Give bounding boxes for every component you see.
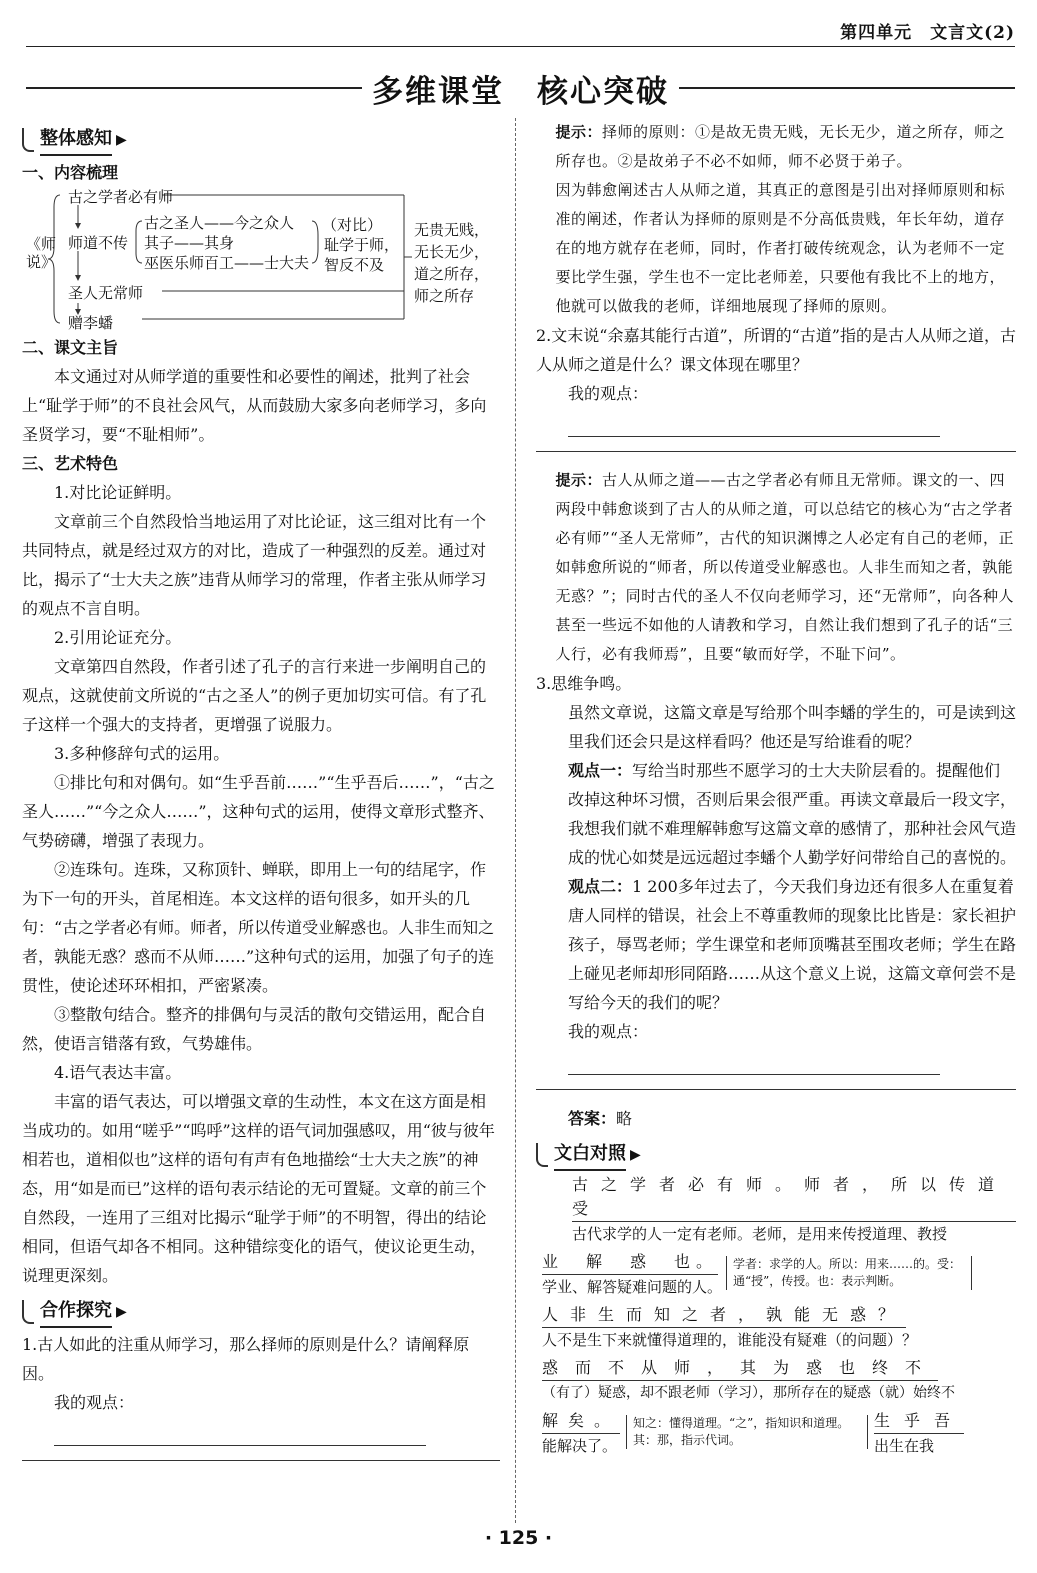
hint-text: 择师的原则：①是故无贵无贱，无长无少，道之所存，师之所存也。②是故弟子不必不如师，师不必贤于弟子。 (555, 123, 1006, 170)
translation-text: 古代求学的人一定有老师。老师，是用来传授道理、教授 (572, 1225, 948, 1243)
art-text-3: ①排比句和对偶句。如“生乎吾前……”“生乎吾后……”，“古之圣人……”“今之众人……”，这种句式的运用，使得文章形式整齐、气势磅礴，增强了表现力。 (22, 773, 495, 850)
section-heading: 整体感知 (40, 124, 112, 156)
translation-text: 出生在我 (874, 1437, 935, 1455)
question-3-text: 虽然文章说，这篇文章是写给那个叫李蟠的学生的，可是读到这里我们还会只是这样看吗？他还是写给谁看的呢？ (568, 703, 1017, 751)
compare-pair-1 (542, 1173, 1016, 1245)
triangle-right-icon: ▶ (630, 1146, 641, 1163)
my-view-label: 我的观点： (568, 384, 649, 403)
answer-text: 略 (616, 1109, 633, 1128)
original-text: 解矣。 (542, 1409, 620, 1434)
answer-blank[interactable] (568, 416, 940, 437)
hint-1-explain: 因为韩愈阐述古人从师之道，其真正的意图是引出对择师原则和标准的阐述，作者认为择师的原则是不分高低贵贱，年长年幼，道存在的地方就存在老师，同时，作者打破传统观念，认为老师不一定要比学生强，学生也不一定比老师差，只要他有我比不上的地方，他就可以做我的老师，详细地展现了择师的原则。 (555, 181, 1006, 315)
original-text: 古之学者必有师。师者，所以传道受 (572, 1173, 1016, 1222)
art-heading-2: 2.引用论证充分。 (54, 628, 182, 647)
my-view-label: 我的观点： (568, 1022, 649, 1041)
section-overall (22, 124, 500, 156)
hint-label: 提示： (555, 471, 603, 489)
unit-label: 第四单元 文言文(2) (840, 23, 1015, 43)
view-label: 观点一： (568, 761, 633, 780)
my-view-row (536, 1017, 1016, 1075)
title-rule-left (26, 87, 362, 89)
theme-text: 本文通过对从师学道的重要性和必要性的阐述，批判了社会上“耻学于师”的不良社会风气，从而鼓励大家多向老师学习，多向圣贤学习，要“不耻相师”。 (22, 367, 487, 444)
triangle-right-icon: ▶ (116, 131, 127, 148)
content-title: 一、内容梳理 (22, 163, 119, 182)
diagram-contrast-2: 其子——其身 (144, 234, 235, 252)
my-view-label: 我的观点： (54, 1393, 135, 1412)
diagram-root: 《师说》 (26, 235, 57, 271)
hint-text: 古人从师之道——古之学者必有师且无常师。课文的一、四两段中韩愈谈到了古人的从师之道，可以总结它的核心为“古之学者必有师”“圣人无常师”，古代的知识渊博之人必定有自己的老师，正如韩愈所说的“师者，所以传道受业解惑也。人非生而知之者，孰能无惑？”；同时古代的圣人不仅向老师学习，还“无常师”，向各种人甚至一些远不如他的人请教和学习，自然让我们想到了孔子的话“三人行，必有我师焉”，且要“敏而好学，不耻下问”。 (555, 471, 1015, 663)
diagram-result: 耻学于师，智反不及 (324, 236, 400, 274)
hook-icon (22, 128, 34, 152)
theme-title: 二、课文主旨 (22, 338, 119, 357)
header-rule (26, 46, 1015, 47)
my-view-row (536, 379, 1016, 437)
art-text-2: 文章第四自然段，作者引述了孔子的言行来进一步阐明自己的观点，这就使前文所说的“古之圣人”的例子更加切实可信。有了孔子这样一个强大的支持者，更增强了说服力。 (22, 657, 487, 734)
art-text-5: ③整散句结合。整齐的排偶句与灵活的散句交错运用，配合自然，使语言错落有致，气势雄伟。 (22, 1005, 487, 1053)
compare-pair-4 (542, 1353, 1016, 1404)
main-title: 多维课堂 核心突破 (372, 73, 669, 110)
compare-pair-3 (542, 1300, 1016, 1351)
question-3: 3.思维争鸣。 (536, 674, 632, 693)
diagram-node-3: 圣人无常师 (68, 284, 144, 302)
answer-rule (536, 1089, 1016, 1090)
answer-label: 答案： (568, 1109, 617, 1128)
view-1 (536, 756, 1016, 872)
answer-blank[interactable] (568, 1054, 940, 1075)
section-cooperate (22, 1296, 500, 1328)
view-label: 观点二： (568, 877, 633, 896)
question-2: 2.文末说“余嘉其能行古道”，所谓的“古道”指的是古人从师之道，古人从师之道是什么？课文体现在哪里？ (536, 326, 1016, 374)
answer-rule (22, 1460, 500, 1461)
original-text: 业 解 惑 也。 (542, 1250, 718, 1275)
diagram-contrast-3: 巫医乐师百工——士大夫 (144, 254, 310, 272)
page-header (0, 0, 1037, 50)
diagram-contrast-1: 古之圣人——今之众人 (144, 214, 295, 232)
view-text: 1 200多年过去了，今天我们身边还有很多人在重复着唐人同样的错误，社会上不尊重教师的现象比比皆是：家长袒护孩子，辱骂老师；学生课堂和老师顶嘴甚至围攻老师；学生在路上碰见老师却形同陌路……从这个意义上说，这篇文章何尝不是写给今天的我们的呢？ (568, 877, 1017, 1012)
view-2 (536, 872, 1016, 1017)
art-text-6: 丰富的语气表达，可以增强文章的生动性，本文在这方面是相当成功的。如用“嗟乎”“呜呼”这样的语气词加强感叹，用“彼与彼年相若也，道相似也”这样的语句有声有色地描绘“士大夫之族”的神态，用“如是而已”这样的语句表示结论的无可置疑。文章的前三个自然段，一连用了三组对比揭示“耻学于师”的不明智，得出的结论相同，但语气却各不相同。这种错综变化的语气，使议论更生动，说理更深刻。 (22, 1092, 495, 1285)
hook-icon (536, 1143, 548, 1167)
answer-row (536, 1104, 1016, 1133)
art-text-1: 文章前三个自然段恰当地运用了对比论证，这三组对比有一个共同特点，就是经过双方的对比，造成了一种强烈的反差。通过对比，揭示了“士大夫之族”违背从师学习的常理，作者主张从师学习的观点不言自明。 (22, 512, 487, 618)
annotation-note: 学者：求学的人。所以：用来……的。受：通“授”，传授。也：表示判断。 (726, 1256, 972, 1290)
original-text: 惑而不从师，其为惑也终不 (542, 1356, 938, 1381)
right-column (536, 118, 1016, 1457)
translation-text: 人不是生下来就懂得道理的，谁能没有疑难（的问题）？ (542, 1331, 918, 1349)
view-text: 写给当时那些不愿学习的士大夫阶层看的。提醒他们改掉这种坏习惯，否则后果会很严重。再读文章最后一段文字，我想我们就不难理解韩愈写这篇文章的感情了，那种社会风气造成的忧心如焚是远远超过李蟠个人勤学好问带给自己的喜悦的。 (568, 761, 1017, 867)
translation-text: 能解决了。 (542, 1437, 618, 1455)
section-heading: 文白对照 (554, 1139, 626, 1171)
original-text: 生乎吾 (874, 1409, 964, 1434)
left-column (22, 118, 500, 1475)
title-rule-right (679, 87, 1015, 89)
content-diagram (22, 187, 500, 333)
art-heading-4: 4.语气表达丰富。 (54, 1063, 182, 1082)
diagram-contrast-label: （对比） (322, 216, 383, 234)
annotation-note: 知之：懂得道理。“之”，指知识和道理。其：那，指示代词。 (626, 1415, 868, 1449)
section-compare (536, 1139, 1016, 1171)
translation-text: 学业、解答疑难问题的人。 (542, 1278, 723, 1296)
hint-label: 提示： (555, 123, 603, 141)
compare-block (536, 1173, 1016, 1457)
hint-1 (536, 118, 1016, 176)
answer-blank[interactable] (54, 1425, 426, 1446)
question-1: 1.古人如此的注重从师学习，那么择师的原则是什么？请阐释原因。 (22, 1335, 470, 1383)
art-heading-1: 1.对比论证鲜明。 (54, 483, 182, 502)
diagram-side-note: 无贵无贱，无长无少，道之所存，师之所存 (414, 221, 490, 305)
art-title: 三、艺术特色 (22, 454, 119, 473)
hint-2 (536, 466, 1016, 669)
compare-pair-2 (542, 1247, 1016, 1298)
answer-rule (536, 451, 1016, 452)
main-title-bar (26, 66, 1015, 110)
art-text-4: ②连珠句。连珠，又称顶针、蝉联，即用上一句的结尾字，作为下一句的开头，首尾相连。本文这样的语句很多，如开头的几句：“古之学者必有师。师者，所以传道受业解惑也。人非生而知之者，孰能无惑？惑而不从师……”这种句式的运用，加强了句子的连贯性，使论述环环相扣，严密紧凑。 (22, 860, 495, 995)
page-number: · 125 · (484, 1527, 553, 1549)
art-heading-3: 3.多种修辞句式的运用。 (54, 744, 230, 763)
column-divider (515, 118, 516, 1523)
triangle-right-icon: ▶ (116, 1303, 127, 1320)
original-text: 人非生而知之者，孰能无惑？ (542, 1303, 906, 1328)
diagram-node-4: 赠李蟠 (68, 314, 114, 332)
translation-text: （有了）疑惑，却不跟老师（学习），那所存在的疑惑（就）始终不 (542, 1385, 955, 1401)
compare-pair-5 (542, 1406, 1016, 1457)
section-heading: 合作探究 (40, 1296, 112, 1328)
diagram-node-1: 古之学者必有师 (68, 188, 174, 206)
hook-icon (22, 1300, 34, 1324)
my-view-row (22, 1388, 500, 1446)
diagram-node-2: 师道不传 (68, 234, 129, 252)
